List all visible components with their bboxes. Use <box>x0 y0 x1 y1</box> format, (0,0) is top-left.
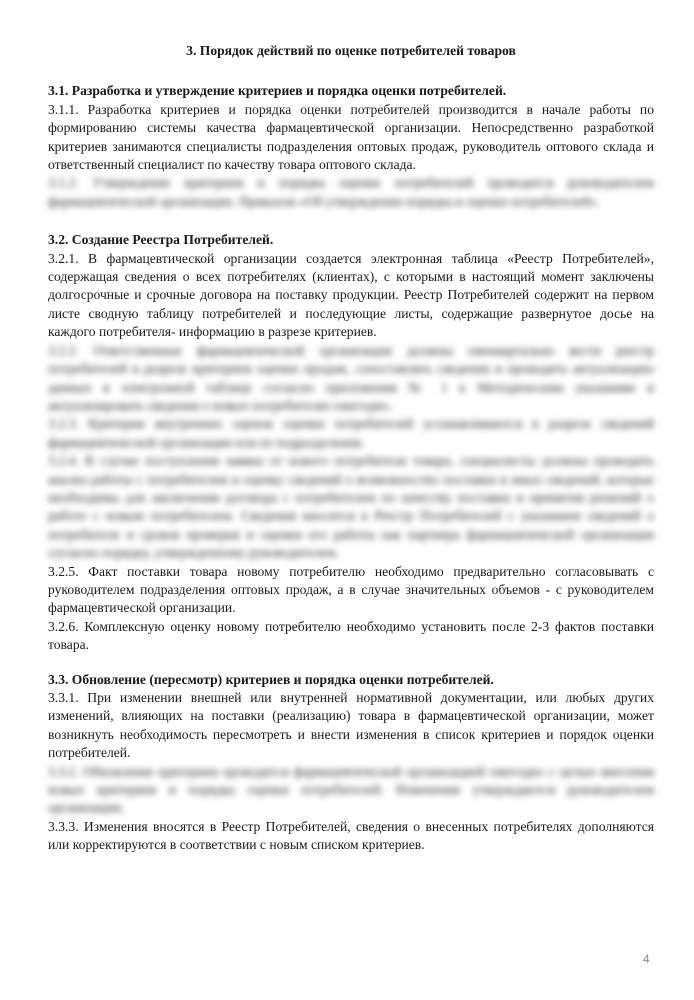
section-3-2-heading: 3.2. Создание Реестра Потребителей. <box>48 232 274 248</box>
page-number: 4 <box>643 952 650 966</box>
document-title: 3. Порядок действий по оценке потребителей товаров <box>186 43 516 58</box>
paragraph-3-3-3: 3.3.3. Изменения вносятся в Реестр Потребителей, сведения о внесенных потребителях дополняются или корректируются в соответствии с новым списком критериев. <box>48 818 654 853</box>
section-3-3 <box>48 671 654 855</box>
paragraph-3-2-5: 3.2.5. Факт поставки товара новому потребителю необходимо предварительно согласовывать с руководителем подразделения оптовых продаж, а в случае значительных объемов - с руководителем фармацевтической организации. <box>48 563 654 616</box>
section-3-1-heading: 3.1. Разработка и утверждение критериев и порядка оценки потребителей. <box>48 83 507 99</box>
blurred-paragraph: 3.2.3. Критерии внутренних оценок оценки потребителей устанавливаются в разрезе сведений фармацевтической организации или ее подразделения. <box>48 416 654 450</box>
paragraph-3-1-1: 3.1.1. Разработка критериев и порядка оценки потребителей производится в начале работы по формированию системы качества фармацевтической организации. Непосредственно разработкой критериев занимаются специалисты подразделения оптовых продаж, руководитель оптового склада и ответственный специалист по качеству товара оптового склада. <box>48 101 654 173</box>
section-3-2 <box>48 231 654 654</box>
blurred-paragraph: 3.3.2. Обновление критериев проводится фармацевтической организацией ежегодно с целью внесения новых критериев и порядка оценки потребителей. Изменения утверждаются руководителем организации. <box>48 763 654 816</box>
paragraph-3-2-1: 3.2.1. В фармацевтической организации создается электронная таблица «Реестр Потребителей», содержащая сведения о всех потребителях (клиентах), с которыми в настоящий момент заключены долгосрочные и срочные договора на поставку продукции. Реестр Потребителей содержит на первом листе сводную таблицу потребителей и последующие листы, содержащие развернутое досье на каждого потребителя- информацию в разрезе критериев. <box>48 250 654 340</box>
section-3-1 <box>48 82 654 211</box>
blurred-paragraph: 3.2.4. В случае поступления заявки от нового потребителя товара, специалисты должны проводить анализ работы с потребителем и оценку сведений о возможностях поставки и иных сведений, которые необходимы для заключения договора с потребителем по качеству поставки и принятия решений о работе с новым потребителем. Сведения вносятся в Реестр Потребителей с указанием сведений о потребителе и сроков проверки и оценки его работы как партнера фармацевтической организации согласно порядку, утвержденному руководителем. <box>48 453 654 561</box>
blurred-paragraph: 3.1.2. Утверждение критериев и порядка оценки потребителей проводится руководителем фармацевтической организации. Приказом «Об утверждении порядка и оценки потребителей». <box>48 175 654 209</box>
blurred-paragraph: 3.2.2. Ответственные фармацевтической организации должны ежеквартально вести реестр потребителей в разрезе критериев оценки продаж, сопоставлять сведения и проводить актуализацию данных в электронной таблице согласно приложения № 1 к Методическим указаниям и актуализировать сведения о новых потребителях ежегодно. <box>48 342 654 413</box>
paragraph-3-2-6: 3.2.6. Комплексную оценку новому потребителю необходимо установить после 2-3 фактов поставки товара. <box>48 618 654 653</box>
section-3-3-heading: 3.3. Обновление (пересмотр) критериев и порядка оценки потребителей. <box>48 671 494 687</box>
document-body <box>48 42 654 855</box>
paragraph-3-3-1: 3.3.1. При изменении внешней или внутренней нормативной документации, или любых других изменений, влияющих на поставки (реализацию) товара в фармацевтической организации, может возникнуть необходимость пересмотреть и внести изменения в список критериев и порядок оценки потребителей. <box>48 690 654 761</box>
